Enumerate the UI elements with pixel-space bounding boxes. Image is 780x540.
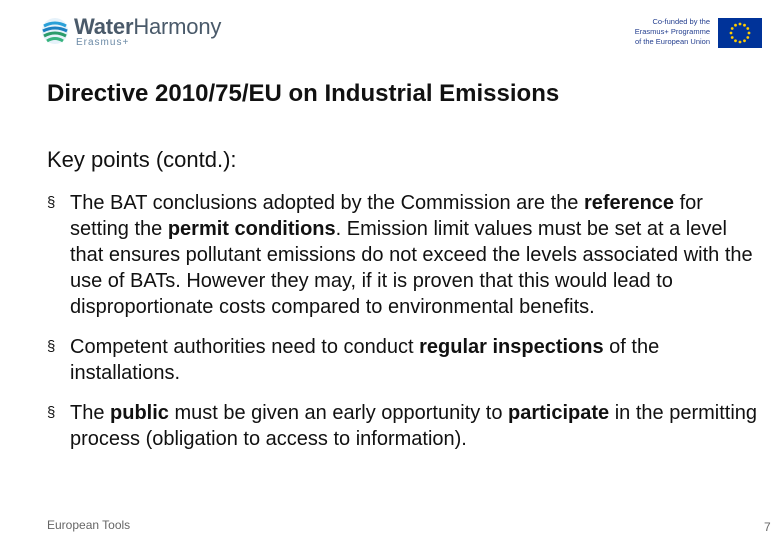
slide-title: Directive 2010/75/EU on Industrial Emissions	[47, 80, 560, 107]
bullet-item: § Competent authorities need to conduct regular inspections of the installations.	[47, 336, 660, 384]
logo-subtitle: Erasmus+	[76, 37, 130, 48]
footer-label: European Tools	[47, 518, 131, 532]
eu-cofunded-logo	[620, 16, 760, 50]
logo-wordmark: WaterHarmony	[74, 14, 222, 39]
water-drop-icon	[40, 16, 70, 46]
bullet-marker: §	[47, 194, 56, 211]
eu-flag-icon	[718, 18, 762, 48]
slide-subtitle: Key points (contd.):	[47, 147, 237, 172]
bullet-marker: §	[47, 338, 56, 355]
water-harmony-logo	[40, 14, 240, 48]
bullet-marker: §	[47, 404, 56, 421]
cofunded-text: Co-funded by the Erasmus+ Programme of the European Union	[634, 17, 710, 46]
bullet-item: § The BAT conclusions adopted by the Commission are the reference for setting the permit conditions. Emission limit values must be set at a level that ensures pollutant emissions do not exceed the levels associated with the use of BATs. However they may, if it is proven that this would lead to disproportionate costs compared to environmental benefits.	[47, 192, 753, 318]
page-number: 7	[764, 520, 771, 534]
bullet-list	[47, 190, 762, 466]
bullet-item: § The public must be given an early opportunity to participate in the permitting process (obligation to access to information).	[47, 402, 758, 450]
